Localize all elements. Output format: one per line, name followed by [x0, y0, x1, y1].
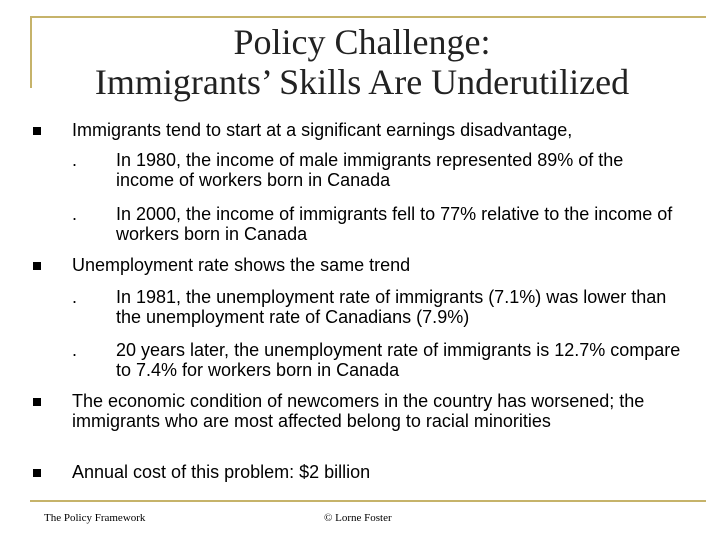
- sub-bullet-text: In 1980, the income of male immigrants represented 89% of the income of workers born in Canada: [116, 150, 624, 190]
- bullet-square-icon: [33, 262, 41, 270]
- bullet-text: The economic condition of newcomers in the country has worsened; the immigrants who are most affected belong to racial minorities: [72, 391, 645, 431]
- bullet-square-icon: [33, 127, 41, 135]
- bullet-text: Annual cost of this problem: $2 billion: [72, 462, 371, 482]
- footer-right-text: © Lorne Foster: [324, 512, 392, 524]
- sub-bullet-marker: .: [72, 340, 78, 360]
- sub-bullet-marker: .: [72, 204, 78, 224]
- sub-bullet-text: 20 years later, the unemployment rate of immigrants is 12.7% compare to 7.4% for workers born in Canada: [116, 340, 681, 380]
- sub-bullet-marker: .: [72, 150, 78, 170]
- footer-left-text: The Policy Framework: [44, 512, 146, 524]
- sub-bullet-marker: .: [72, 287, 78, 307]
- bullet-square-icon: [33, 469, 41, 477]
- bullet-square-icon: [33, 398, 41, 406]
- sub-bullet-text: In 1981, the unemployment rate of immigrants (7.1%) was lower than the unemployment rate of Canadians (7.9%): [116, 287, 667, 327]
- title-line-2: Immigrants’ Skills Are Underutilized: [94, 62, 630, 102]
- bullet-text: Unemployment rate shows the same trend: [72, 255, 411, 275]
- title-line-1: Policy Challenge:: [233, 22, 491, 62]
- bullet-text: Immigrants tend to start at a significant earnings disadvantage,: [72, 120, 573, 140]
- footer-rule: [30, 500, 706, 502]
- sub-bullet-text: In 2000, the income of immigrants fell to 77% relative to the income of workers born in Canada: [116, 204, 673, 244]
